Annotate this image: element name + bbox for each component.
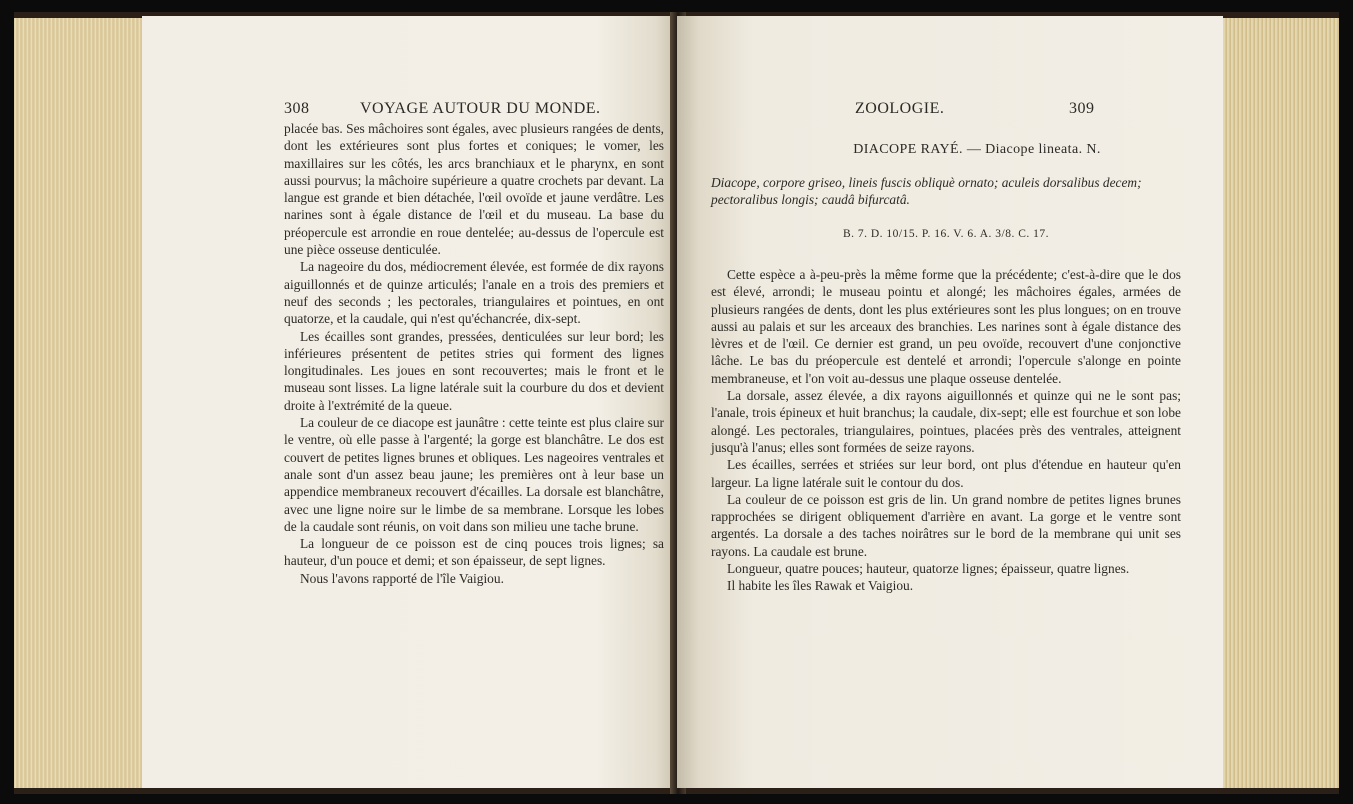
left-page-number: 308 bbox=[284, 100, 310, 117]
paragraph: La longueur de ce poisson est de cinq pouces trois lignes; sa hauteur, d'un pouce et demi; et son épaisseur, de sept lignes. bbox=[284, 536, 664, 569]
right-body-text bbox=[711, 266, 1181, 595]
paragraph: La nageoire du dos, médiocrement élevée, est formée de dix rayons aiguillonnés et de quinze articulés; l'anale en a trois des premiers et neuf des seconds ; les pectorales, triangulaires et pointues, en ont quatorze, et la caudale, qui n'est qu'échancrée, dix-sept. bbox=[284, 259, 664, 327]
paragraph: Les écailles sont grandes, pressées, denticulées sur leur bord; les inférieures présentent de petites stries qui forment des lignes longitudinales. Les joues en sont recouvertes; mais le front et le museau sont lisses. La ligne latérale suit la courbure du dos et devient droite à l'extrémité de la queue. bbox=[284, 328, 664, 413]
species-title: DIACOPE RAYÉ. — Diacope lineata. N. bbox=[853, 142, 1101, 157]
page-edges-right bbox=[1221, 18, 1339, 788]
left-body-text bbox=[284, 120, 664, 587]
right-page-number: 309 bbox=[1069, 100, 1095, 117]
page-edges-left bbox=[14, 18, 144, 788]
right-page bbox=[677, 16, 1223, 788]
paragraph: Cette espèce a à-peu-près la même forme que la précédente; c'est-à-dire que le dos est élevé, arrondi; le museau pointu et alongé; les mâchoires égales, armées de plusieurs rangées de dents, dont les plus extérieures sont les plus longues; on en trouve aussi au palais et sur les arceaux des branchies. Les narines sont à égale distance des lèvres et de l'œil. Ce dernier est grand, un peu ovoïde, recouvert d'une conjonctive lâche. Le bas du préopercule est dentelé et arrondi; l'opercule s'alonge en pointe membraneuse, et l'on voit au-dessus une plaque osseuse dentelée. bbox=[711, 267, 1181, 386]
paragraph: Il habite les îles Rawak et Vaigiou. bbox=[727, 578, 914, 594]
paragraph: La couleur de ce poisson est gris de lin. Un grand nombre de petites lignes brunes rapprochées se dirigent obliquement d'arrière en avant. La gorge et le ventre sont argentés. La dorsale a des taches noirâtres sur le bord de la membrane qui unit ses rayons. La caudale est brune. bbox=[711, 491, 1181, 559]
left-page bbox=[142, 16, 677, 788]
paragraph: La couleur de ce diacope est jaunâtre : cette teinte est plus claire sur le ventre, où elle passe à l'argenté; la gorge est blanchâtre. Le dos est couvert de petites lignes brunes et obliques. Les nageoires ventrales et anale sont d'un assez beau jaune; les premières ont à leur base un appendice membraneux recouvert d'écailles. La dorsale est blanchâtre, avec une ligne noire sur le limbe de sa membrane. Lorsque les lobes de la caudale sont réunis, on voit dans son milieu une tache brune. bbox=[284, 415, 664, 534]
fin-ray-formula: B. 7. D. 10/15. P. 16. V. 6. A. 3/8. C. 17. bbox=[842, 228, 1050, 240]
latin-diagnosis: Diacope, corpore griseo, lineis fuscis obliquè ornato; aculeis dorsalibus decem; pectoralibus longis; caudâ bifurcatâ. bbox=[711, 175, 1142, 207]
paragraph: Les écailles, serrées et striées sur leur bord, ont plus d'étendue en hauteur qu'en largeur. La ligne latérale suit le contour du dos. bbox=[711, 457, 1181, 490]
paragraph: placée bas. Ses mâchoires sont égales, avec plusieurs rangées de dents, dont les extérieures sont plus fortes et coniques; le vomer, les maxillaires sur les côtés, les arcs branchiaux et le pharynx, en sont aussi pourvus; la mâchoire supérieure a quatre crochets par devant. La langue est grande et bien détachée, l'œil ovoïde et jaune verdâtre. Les narines sont à égale distance de l'œil et du museau. La base du préopercule est arrondie en roue dentelée; au-dessus de l'opercule est une pièce osseuse denticulée. bbox=[284, 121, 664, 258]
paragraph: Nous l'avons rapporté de l'île Vaigiou. bbox=[300, 570, 504, 586]
paragraph: La dorsale, assez élevée, a dix rayons aiguillonnés et quinze qui ne le sont pas; l'anale, trois épineux et huit branchus; la caudale, dix-sept; elle est fourchue et son lobe alongé. Les pectorales, triangulaires, pointues, placées près des ventrales, atteignent jusqu'à l'anus; elles sont formées de seize rayons. bbox=[711, 388, 1181, 455]
paragraph: Longueur, quatre pouces; hauteur, quatorze lignes; épaisseur, quatre lignes. bbox=[727, 561, 1130, 577]
right-running-head: ZOOLOGIE. bbox=[855, 100, 945, 117]
open-book bbox=[14, 12, 1339, 794]
left-running-head: VOYAGE AUTOUR DU MONDE. bbox=[360, 100, 601, 117]
